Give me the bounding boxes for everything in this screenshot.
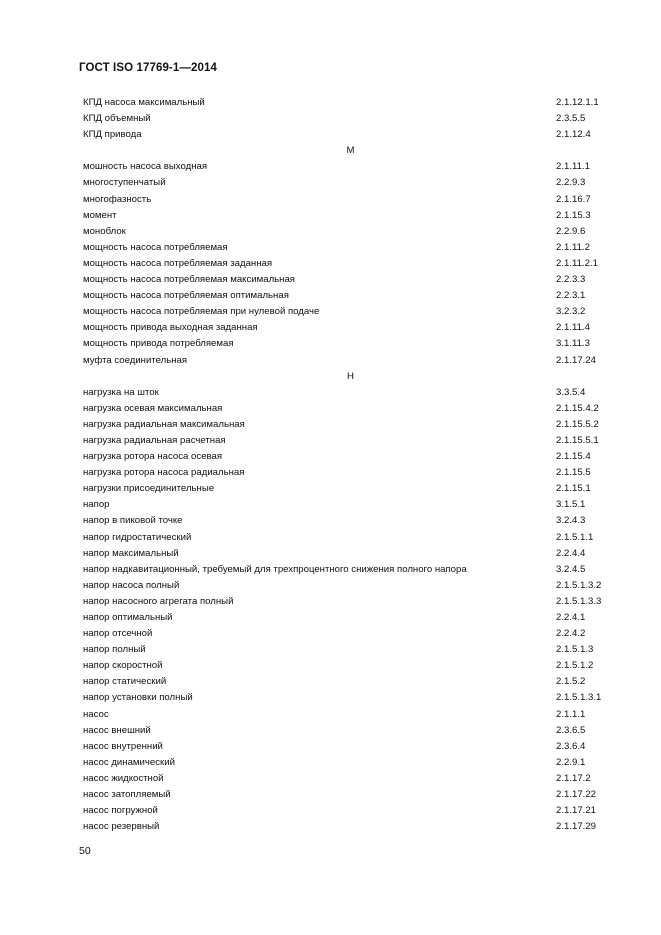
index-term: напор насоса полный [83,579,180,591]
index-term: напор скоростной [83,660,163,672]
index-entry [83,127,618,143]
index-entry [83,626,618,642]
index-reference: 3.3.5.4 [556,386,586,398]
index-entry [83,707,618,723]
index-reference: 2.1.15.5 [556,467,591,479]
index-entry [83,658,618,674]
index-entry [83,530,618,546]
index-entry [83,336,618,352]
index-reference: 2.1.5.1.3.1 [556,692,602,704]
index-entry [83,192,618,208]
index-entry [83,578,618,594]
index-term: нагрузки присоединительные [83,483,215,495]
letter-label: М [346,145,355,157]
index-term: напор гидростатический [83,531,192,543]
index-reference: 3.1.11.3 [556,338,590,350]
index-term: напор максимальный [83,547,179,559]
index-entry [83,723,618,739]
index-reference: 2.2.4.4 [556,547,586,559]
document-header: ГОСТ ISO 17769-1—2014 [79,62,217,74]
index-term: нагрузка ротора насоса осевая [83,451,223,463]
index-reference: 2.1.15.5.1 [556,434,599,446]
index-reference: 2.1.17.24 [556,354,597,366]
index-reference: 2.1.5.2 [556,676,586,688]
index-reference: 3.2.4.3 [556,515,586,527]
index-reference: 2.1.15.3 [556,209,591,221]
index-reference: 2.3.6.5 [556,724,586,736]
index-entry [83,111,618,127]
index-entry [83,465,618,481]
index-term: напор [83,499,110,511]
index-entry [83,481,618,497]
index-term: мощность насоса потребляемая максимальная [83,274,295,286]
index-entry [83,642,618,658]
index-entry [83,159,618,175]
index-term: многоступенчатый [83,177,166,189]
index-entry [83,208,618,224]
index-entry [83,787,618,803]
index-reference: 2.1.5.1.1 [556,531,594,543]
index-letter-heading [83,369,618,385]
index-term: нагрузка ротора насоса радиальная [83,467,245,479]
index-term: КПД насоса максимальный [83,97,205,108]
index-term: мошность насоса выходная [83,161,208,173]
index-term: мощность насоса потребляемая [83,241,228,253]
index-term: напор в пиковой точке [83,515,183,527]
index-entry [83,513,618,529]
index-entry [83,385,618,401]
index-term: нагрузка радиальная расчетная [83,434,226,446]
index-term: момент [83,209,117,221]
index-entry [83,819,618,835]
index-reference: 2.2.4.1 [556,612,586,623]
index-entry [83,771,618,787]
index-reference: 2.1.12.1.1 [556,97,599,108]
index-reference: 2.2.3.3 [556,274,586,286]
index-reference: 2.2.9.6 [556,225,586,237]
index-reference: 2.1.11.4 [556,322,590,334]
index-reference: 2.1.1.1 [556,708,586,720]
index-term: КПД привода [83,129,142,141]
index-reference: 2.1.11.2 [556,241,590,253]
index-term: нагрузка на шток [83,386,159,398]
index-entry [83,401,618,417]
index-reference: 2.1.5.1.2 [556,660,594,672]
index-entry [83,288,618,304]
index-term: многофазность [83,193,152,205]
index-reference: 2.1.17.29 [556,821,597,833]
index-term: мощность насоса потребляемая заданная [83,257,273,269]
index-reference: 2.1.15.4.2 [556,402,599,414]
index-term: насос динамический [83,756,175,768]
index-reference: 2.2.3.1 [556,290,586,302]
index-reference: 2.2.4.2 [556,628,586,640]
index-entry [83,674,618,690]
index-entry [83,95,618,111]
index-reference: 2.1.17.22 [556,789,597,801]
index-entry [83,433,618,449]
index-term: моноблок [83,225,126,237]
index-reference: 2.1.15.5.2 [556,418,599,430]
index-entry [83,175,618,191]
index-reference: 2.3.6.4 [556,740,586,752]
index-reference: 3.1.5.1 [556,499,586,511]
index-reference: 2.1.12.4 [556,129,591,141]
index-entry [83,594,618,610]
index-term: насос затопляемый [83,789,171,801]
index-term: насос внешний [83,724,151,736]
letter-label: Н [347,370,354,382]
index-reference: 2.1.5.1.3.2 [556,579,602,591]
index-entry [83,690,618,706]
index-entry [83,304,618,320]
index-reference: 2.2.9.3 [556,177,586,189]
index-term: насос резервный [83,821,160,833]
index-entry [83,417,618,433]
index-reference: 2.2.9.1 [556,756,586,768]
index-term: мощность привода потребляемая [83,338,234,350]
index-entry [83,240,618,256]
index-term: напор оптимальный [83,612,173,623]
index-term: напор статический [83,676,167,688]
index-reference: 2.1.16.7 [556,193,591,205]
index-term: насос внутренний [83,740,163,752]
index-entry [83,610,618,626]
index-term: КПД объемный [83,113,151,125]
index-term: напор полный [83,644,146,656]
index-term: нагрузка радиальная максимальная [83,418,245,430]
index-term: насос [83,708,109,720]
index-reference: 3.2.4.5 [556,563,586,575]
index-entry [83,256,618,272]
index-entry [83,320,618,336]
index-entry [83,272,618,288]
index-term: нагрузка осевая максимальная [83,402,223,414]
index-reference: 2.1.11.1 [556,161,590,173]
index-reference: 2.1.5.1.3.3 [556,595,602,607]
index-term: муфта соединительная [83,354,188,366]
index-entry [83,755,618,771]
index-entry [83,449,618,465]
index-term: мощность насоса потребляемая оптимальная [83,290,289,302]
index-entry [83,353,618,369]
index-term: напор установки полный [83,692,193,704]
index-entry [83,803,618,819]
index-entry [83,562,618,578]
index-entry [83,497,618,513]
index-reference: 2.3.5.5 [556,113,586,125]
index-term: насос погружной [83,805,158,817]
index-reference: 2.1.17.2 [556,772,591,784]
index-entry [83,739,618,755]
index-reference: 2.1.17.21 [556,805,597,817]
index-term: мощность привода выходная заданная [83,322,258,334]
index-entry [83,546,618,562]
index-reference: 3.2.3.2 [556,306,586,318]
index-letter-heading [83,143,618,159]
alphabetical-index [83,95,618,835]
index-term: мощность насоса потребляемая при нулевой подаче [83,306,320,318]
page-number: 50 [79,845,91,857]
index-reference: 2.1.15.1 [556,483,591,495]
index-term: напор отсечной [83,628,153,640]
index-reference: 2.1.15.4 [556,451,591,463]
index-reference: 2.1.11.2.1 [556,257,598,269]
index-term: напор надкавитационный, требуемый для трехпроцентного снижения полного напора [83,563,467,575]
index-term: напор насосного агрегата полный [83,595,234,607]
index-reference: 2.1.5.1.3 [556,644,594,656]
index-entry [83,224,618,240]
index-term: насос жидкостной [83,772,164,784]
